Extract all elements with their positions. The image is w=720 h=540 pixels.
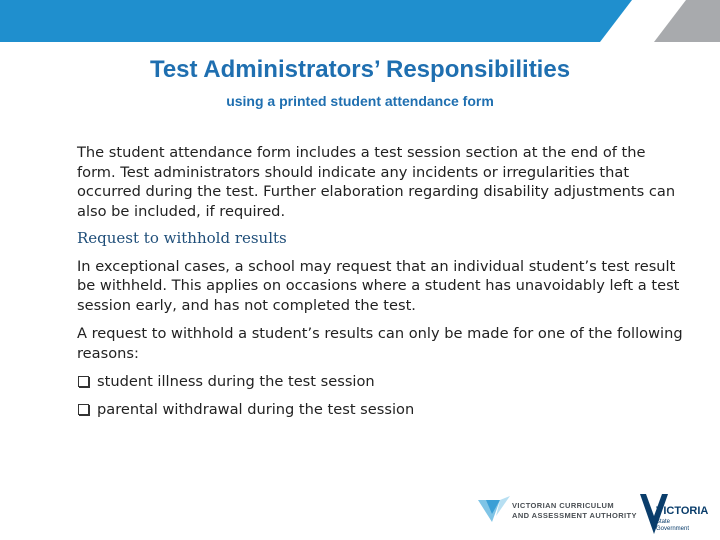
- section-heading-withhold: Request to withhold results: [77, 229, 287, 247]
- content-body: [77, 143, 687, 427]
- paragraph-reasons: A request to withhold a student’s results can only be made for one of the following reasons:: [77, 325, 683, 362]
- checkbox-bullet-icon: [78, 376, 89, 387]
- paragraph-attendance-form: The student attendance form includes a test session section at the end of the form. Test administrators should indicate any incidents or irregularities that occurred during the test. Further elaboration regarding disability adjustments can also be included, if required.: [77, 144, 676, 220]
- paragraph-exceptional-cases: In exceptional cases, a school may request that an individual student’s test result be withheld. This applies on occasions where a student has unavoidably left a test session early, and has not completed the test.: [77, 257, 680, 314]
- vcaa-line1: VICTORIAN CURRICULUM: [512, 501, 615, 510]
- list-item: [77, 372, 687, 392]
- victoria-government-label: Government: [656, 526, 690, 532]
- header-banner: [0, 0, 720, 42]
- list-item: [77, 400, 687, 420]
- victoria-state-label: State: [656, 519, 671, 525]
- list-item-text: parental withdrawal during the test session: [97, 400, 415, 418]
- vcaa-logo-text: [512, 501, 637, 521]
- victoria-state-government-logo: [640, 494, 708, 536]
- page-subtitle: using a printed student attendance form: [226, 93, 494, 109]
- victoria-wordmark: VICTORIA: [656, 505, 708, 517]
- page-title: Test Administrators’ Responsibilities: [149, 56, 571, 83]
- vcaa-line2: AND ASSESSMENT AUTHORITY: [512, 511, 637, 520]
- banner-blue-band: [0, 0, 632, 42]
- checkbox-bullet-icon: [78, 404, 89, 415]
- list-item-text: student illness during the test session: [97, 373, 375, 390]
- vcaa-logo-icon: [478, 496, 510, 526]
- banner-grey-band: [654, 0, 720, 42]
